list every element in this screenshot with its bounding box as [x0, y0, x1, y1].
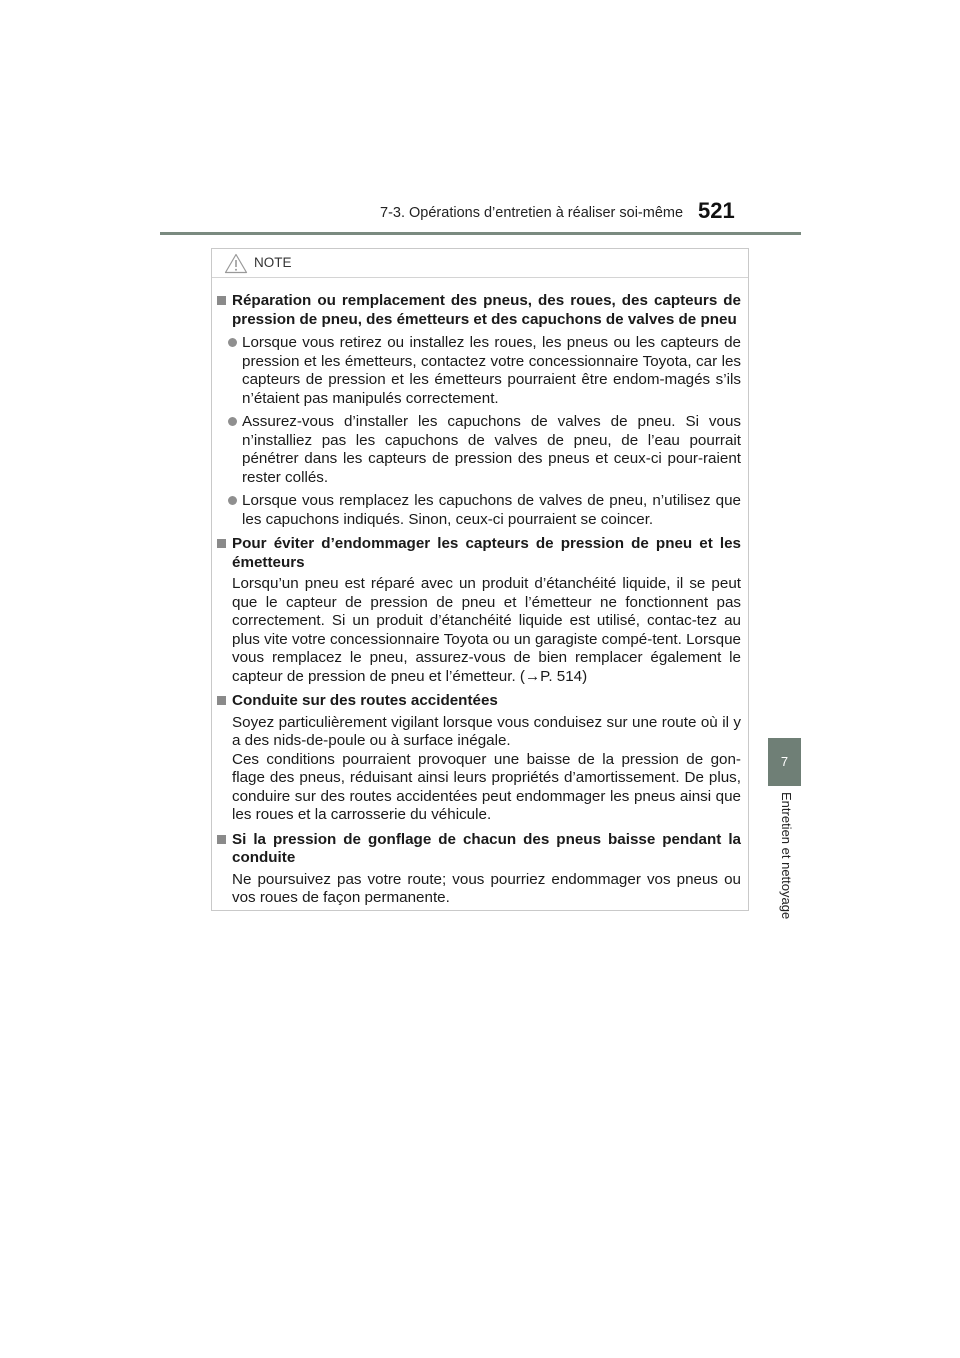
bullet-text: Lorsque vous remplacez les capuchons de valves de pneu, n’utilisez que les capuchons indiqués. Sinon, ceux-ci pourraient se coincer.	[242, 492, 741, 528]
section-header-title: 7-3. Opérations d’entretien à réaliser soi-même	[380, 205, 684, 221]
round-bullet-icon	[228, 496, 237, 505]
bullet-item	[228, 413, 741, 487]
square-bullet-icon	[217, 696, 226, 705]
section-heading-text: Réparation ou remplacement des pneus, des roues, des capteurs de pression de pneu, des émetteurs et des capuchons de valves de pneu	[232, 292, 741, 328]
chapter-label: Entretien et nettoyage	[778, 792, 794, 920]
bullet-item	[228, 334, 741, 408]
square-bullet-icon	[217, 539, 226, 548]
chapter-tab: 7	[768, 738, 801, 786]
square-bullet-icon	[217, 835, 226, 844]
section-heading	[217, 535, 741, 572]
section-heading	[217, 292, 741, 329]
section-paragraph: Ces conditions pourraient provoquer une baisse de la pression de gon-flage des pneus, réduisant ainsi leurs propriétés d’amortissement. De plus, conduire sur des routes accidentées peut endommager les pneus ainsi que les roues et la carrosserie du véhicule.	[232, 750, 741, 823]
round-bullet-icon	[228, 338, 237, 347]
section-heading-text: Si la pression de gonflage de chacun des pneus baisse pendant la conduite	[232, 830, 741, 866]
section-paragraph: Lorsqu’un pneu est réparé avec un produit d’étanchéité liquide, il se peut que le capteur de pression de pneu et l’émetteur ne fonctionnent pas correctement. Si un produit d’étanchéité liquide est utilisé, contac-tez au plus vite votre concessionnaire Toyota ou un garagiste compé-tent. Lorsque vous remplacez le pneu, assurez-vous de bien remplacer également le capteur de pression de pneu et l’émetteur. (→P. 514)	[232, 575, 741, 685]
note-section	[217, 535, 741, 686]
note-section	[217, 692, 741, 825]
section-heading-text: Pour éviter d’endommager les capteurs de pression de pneu et les émetteurs	[232, 535, 741, 571]
page-number: 521	[698, 198, 735, 223]
chapter-label-container	[768, 792, 801, 952]
bullet-text: Assurez-vous d’installer les capuchons de valves de pneu. Si vous n’installiez pas les capuchons de valves de pneu, de l’eau pourrait pénétrer dans les capteurs de pression des pneus et ceux-ci pour-raient rester collés.	[242, 413, 741, 486]
round-bullet-icon	[228, 417, 237, 426]
section-paragraph: Ne poursuivez pas votre route; vous pourriez endommager vos pneus ou vos roues de façon permanente.	[232, 870, 741, 906]
section-heading	[217, 831, 741, 868]
note-box	[211, 248, 749, 911]
section-heading	[217, 692, 741, 711]
note-section	[217, 292, 741, 529]
bullet-text: Lorsque vous retirez ou installez les roues, les pneus ou les capteurs de pression et les émetteurs, contactez votre concessionnaire Toyota, car les capteurs de pression et les émetteurs pourraient être endom-magés s’ils n’étaient pas manipulés correctement.	[242, 334, 741, 407]
square-bullet-icon	[217, 296, 226, 305]
warning-triangle-icon	[224, 253, 248, 279]
bullet-item	[228, 492, 741, 529]
note-body	[212, 278, 748, 908]
note-label: NOTE	[254, 255, 292, 270]
note-header	[212, 249, 748, 278]
note-section	[217, 831, 741, 908]
section-heading-text: Conduite sur des routes accidentées	[232, 692, 498, 709]
header-rule	[160, 232, 801, 235]
section-paragraph: Soyez particulièrement vigilant lorsque vous conduisez sur une route où il y a des nids-de-poule ou à surface inégale.	[232, 713, 741, 749]
